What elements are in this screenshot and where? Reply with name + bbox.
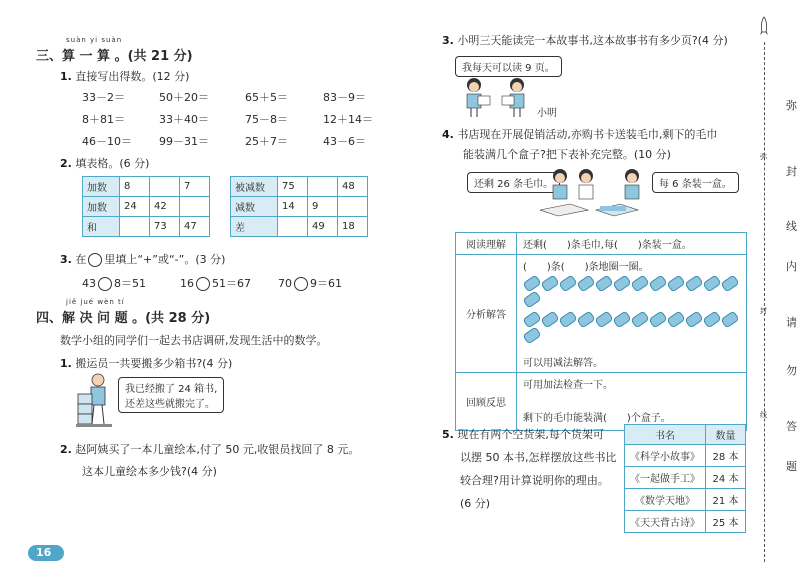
bubble-line: 我已经搬了 24 箱书, (125, 384, 218, 395)
question-number: 4. (442, 128, 454, 141)
question-text-b: 里填上“+”或“-”。(3 分) (104, 253, 226, 266)
table-cell: 42 (150, 197, 180, 217)
book-title: 《天天背古诗》 (625, 511, 706, 533)
question-text: 小明三天能读完一本故事书,这本故事书有多少页?(4 分) (457, 34, 728, 47)
towel-icon (594, 310, 613, 328)
towel-icon (558, 310, 577, 328)
q3-item-1 (82, 275, 146, 291)
calc-r1c0: 8＋81＝ (82, 113, 125, 126)
towel-icon (612, 274, 631, 292)
towel-row-2 (523, 314, 740, 346)
operand: 16 (180, 277, 194, 290)
row-text: 还剩( )条毛巾,每( )条装一盒。 (517, 233, 747, 255)
calc-r2c1: 99－31＝ (159, 135, 209, 148)
table-cell: 加数 (83, 177, 120, 197)
row-text: 可以用减法解答。 (523, 358, 603, 369)
children-reading-illustration-icon (462, 76, 538, 118)
question-3 (60, 251, 225, 267)
section4-intro: 数学小组的同学们一起去书店调研,发现生活中的数学。 (60, 334, 328, 347)
column-header: 数量 (706, 425, 746, 445)
question-text: 搬运员一共要搬多少箱书?(4 分) (75, 357, 233, 370)
question-text: 现在有两个空货架,每个货架可 (457, 428, 604, 441)
table-cell: 减数 (231, 197, 278, 217)
book-title: 《数学天地》 (625, 489, 706, 511)
row-label: 回顾反思 (456, 373, 517, 431)
table-cell[interactable] (338, 197, 368, 217)
calc-r1c3: 12＋14＝ (323, 113, 373, 126)
problem-solving-table (455, 232, 747, 431)
section3-pinyin: suàn yi suàn (66, 36, 123, 44)
calc-r0c3: 83－9＝ (323, 91, 366, 104)
question-text: 书店现在开展促销活动,亦购书卡送装毛巾,剩下的毛巾 (457, 128, 718, 141)
problem-5-line4: (6 分) (460, 497, 491, 510)
speech-bubble (118, 377, 224, 413)
towel-icon (522, 310, 541, 328)
book-count: 28 本 (706, 445, 746, 467)
problem-4 (442, 126, 717, 142)
table-cell: 差 (231, 217, 278, 237)
operand: 51＝67 (212, 277, 251, 290)
table-cell: 9 (308, 197, 338, 217)
question-text: 填表格。(6 分) (75, 157, 150, 170)
towel-icon (612, 310, 631, 328)
margin-char: 封 (786, 165, 797, 178)
problem-2 (60, 441, 359, 457)
towel-row-1 (523, 278, 740, 310)
q3-item-2 (180, 275, 251, 291)
question-text: 直接写出得数。(12 分) (75, 70, 190, 83)
row-label: 分析解答 (456, 255, 517, 373)
seal-line (764, 42, 765, 562)
margin-char: 勿 (786, 364, 797, 377)
book-title: 《一起做手工》 (625, 467, 706, 489)
calc-r0c0: 33－2＝ (82, 91, 125, 104)
calc-r2c2: 25＋7＝ (245, 135, 288, 148)
towel-icon (576, 274, 595, 292)
towel-icon (540, 310, 559, 328)
row-text: ( )条( )条地圈一圈。 (523, 262, 649, 273)
table-cell: 75 (278, 177, 308, 197)
margin-char: 请 (786, 316, 797, 329)
question-text: 赵阿姨买了一本儿童绘本,付了 50 元,收银员找回了 8 元。 (75, 443, 360, 456)
operand: 70 (278, 277, 292, 290)
book-title: 《科学小故事》 (625, 445, 706, 467)
towel-icon (648, 310, 667, 328)
bubble-line: 还差这些就搬完了。 (125, 399, 215, 410)
speech-bubble: 我每天可以读 9 页。 (455, 56, 562, 77)
problem-3 (442, 32, 728, 48)
question-number: 2. (60, 157, 72, 170)
subtraction-table (230, 176, 368, 237)
question-number: 3. (60, 253, 72, 266)
problem-5 (442, 426, 604, 442)
towel-icon (702, 274, 721, 292)
operator-blank[interactable] (294, 277, 308, 291)
addition-table (82, 176, 210, 237)
calc-r1c2: 75－8＝ (245, 113, 288, 126)
table-cell: 73 (150, 217, 180, 237)
operand: 8＝51 (114, 277, 146, 290)
row-text: 剩下的毛巾能装满( )个盒子。 (523, 413, 671, 424)
table-cell: 和 (83, 217, 120, 237)
problem-1 (60, 355, 232, 371)
question-text-a: 在 (75, 253, 87, 266)
table-cell: 7 (180, 177, 210, 197)
problem-5-line2: 以摆 50 本书,怎样摆放这些书比 (460, 451, 617, 464)
table-cell[interactable] (120, 217, 150, 237)
towel-icon (522, 274, 541, 292)
problem-5-line3: 较合理?用计算说明你的理由。 (460, 474, 609, 487)
calc-r1c1: 33＋40＝ (159, 113, 209, 126)
q3-item-3 (278, 275, 342, 291)
shop-scene-illustration-icon (540, 166, 650, 222)
question-2 (60, 155, 149, 171)
towel-icon (720, 274, 739, 292)
table-cell[interactable] (278, 217, 308, 237)
seal-small-char: 线 (760, 411, 767, 419)
question-number: 2. (60, 443, 72, 456)
margin-char: 答 (786, 420, 797, 433)
question-number: 5. (442, 428, 454, 441)
towel-icon (684, 310, 703, 328)
calc-r2c3: 43－6＝ (323, 135, 366, 148)
seal-small-char: 弥 (760, 153, 767, 161)
question-number: 1. (60, 70, 72, 83)
table-cell: 18 (338, 217, 368, 237)
column-header: 书名 (625, 425, 706, 445)
review-cell (517, 373, 747, 431)
towel-icon (576, 310, 595, 328)
question-number: 1. (60, 357, 72, 370)
page-number-badge (28, 545, 64, 561)
problem-2-line2: 这本儿童绘本多少钱?(4 分) (82, 465, 217, 478)
rocket-icon (758, 16, 770, 38)
table-cell: 49 (308, 217, 338, 237)
towel-icon (702, 310, 721, 328)
towel-icon (630, 310, 649, 328)
towel-icon (522, 290, 541, 308)
calc-r0c1: 50＋20＝ (159, 91, 209, 104)
mover-illustration-icon (76, 372, 116, 430)
calc-r2c0: 46－10＝ (82, 135, 132, 148)
table-cell: 8 (120, 177, 150, 197)
problem-4-line2: 能装满几个盒子?把下表补充完整。(10 分) (463, 148, 671, 161)
operand: 9＝61 (310, 277, 342, 290)
section4-pinyin: jiě jué wèn tí (66, 298, 125, 306)
circle-blank-icon (88, 253, 102, 267)
operand: 43 (82, 277, 96, 290)
table-cell[interactable] (180, 197, 210, 217)
margin-char: 线 (786, 220, 797, 233)
margin-char: 弥 (786, 99, 797, 112)
towel-icon (648, 274, 667, 292)
books-table (624, 424, 746, 533)
book-count: 21 本 (706, 489, 746, 511)
section3-title: 三、算 一 算 。(共 21 分) (36, 49, 193, 64)
row-label: 阅读理解 (456, 233, 517, 255)
operator-blank[interactable] (98, 277, 112, 291)
question-1 (60, 68, 189, 84)
section4-title: 四、解 决 问 题 。(共 28 分) (36, 311, 211, 326)
page-number: 16 (36, 546, 52, 559)
table-cell: 加数 (83, 197, 120, 217)
analysis-cell (517, 255, 747, 373)
towel-icon (630, 274, 649, 292)
table-cell[interactable] (150, 177, 180, 197)
towel-icon (666, 310, 685, 328)
calc-r0c2: 65＋5＝ (245, 91, 288, 104)
table-cell: 48 (338, 177, 368, 197)
speech-bubble: 每 6 条装一盒。 (652, 172, 739, 193)
towel-icon (522, 326, 541, 344)
towel-icon (684, 274, 703, 292)
towel-icon (666, 274, 685, 292)
table-cell: 47 (180, 217, 210, 237)
towel-icon (594, 274, 613, 292)
towel-icon (540, 274, 559, 292)
question-number: 3. (442, 34, 454, 47)
towel-icon (720, 310, 739, 328)
operator-blank[interactable] (196, 277, 210, 291)
towel-icon (558, 274, 577, 292)
speech-bubble: 还剩 26 条毛巾。 (467, 172, 560, 193)
margin-char: 题 (786, 460, 797, 473)
table-cell: 14 (278, 197, 308, 217)
table-cell[interactable] (308, 177, 338, 197)
margin-char: 内 (786, 260, 797, 273)
table-cell: 24 (120, 197, 150, 217)
book-count: 25 本 (706, 511, 746, 533)
row-text: 可用加法检查一下。 (523, 380, 613, 391)
name-label: 小明 (537, 108, 557, 119)
table-cell: 被减数 (231, 177, 278, 197)
book-count: 24 本 (706, 467, 746, 489)
seal-small-char: 封 (760, 307, 767, 315)
